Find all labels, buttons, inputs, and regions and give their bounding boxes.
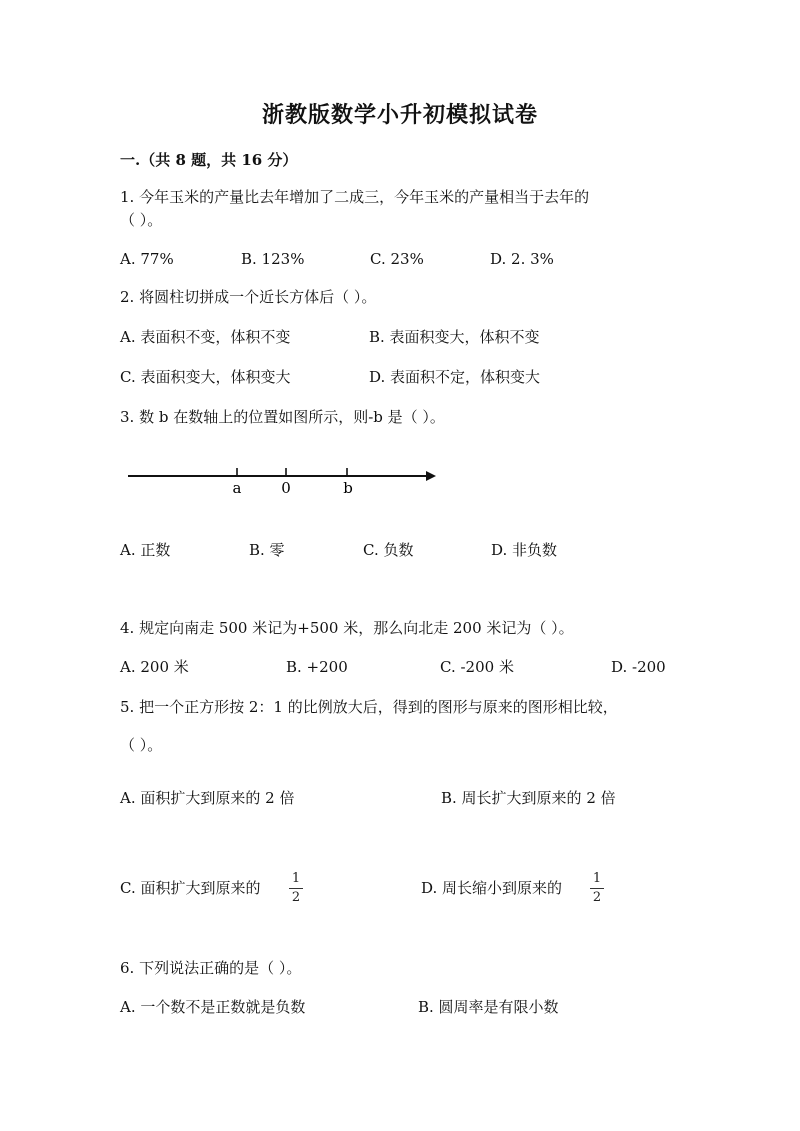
question-6-option-b[interactable]: B. 圆周率是有限小数 bbox=[418, 998, 559, 1016]
question-2-option-a[interactable]: A. 表面积不变，体积不变 bbox=[120, 328, 291, 346]
fraction-one-half-d bbox=[590, 872, 604, 905]
page-title: 浙教版数学小升初模拟试卷 bbox=[261, 102, 538, 128]
question-5-stem-cont: （ ）。 bbox=[120, 736, 163, 754]
question-1-option-a[interactable]: A. 77% bbox=[120, 250, 174, 268]
question-4-stem: 4. 规定向南走 500 米记为+500 米，那么向北走 200 米记为（ ）。 bbox=[120, 619, 574, 637]
label-zero: 0 bbox=[281, 479, 291, 497]
question-1-stem-cont: （ ）。 bbox=[120, 211, 163, 229]
fraction-denominator: 2 bbox=[291, 890, 301, 905]
number-line-arrow bbox=[426, 471, 436, 481]
question-1-option-c[interactable]: C. 23% bbox=[370, 250, 424, 268]
question-5-option-d[interactable]: D. 周长缩小到原来的 bbox=[421, 879, 563, 897]
question-6-option-a[interactable]: A. 一个数不是正数就是负数 bbox=[120, 998, 306, 1016]
question-1-stem: 1. 今年玉米的产量比去年增加了二成三，今年玉米的产量相当于去年的 bbox=[120, 188, 590, 206]
question-1-option-b[interactable]: B. 123% bbox=[241, 250, 305, 268]
question-2-option-d[interactable]: D. 表面积不定，体积变大 bbox=[369, 368, 541, 386]
fraction-one-half-c bbox=[289, 872, 303, 905]
fraction-bar bbox=[289, 888, 303, 889]
number-line bbox=[120, 462, 450, 502]
question-5-option-b[interactable]: B. 周长扩大到原来的 2 倍 bbox=[441, 789, 616, 807]
question-3-stem: 3. 数 b 在数轴上的位置如图所示，则-b 是（ ）。 bbox=[120, 408, 445, 426]
question-4-option-d[interactable]: D. -200 bbox=[611, 658, 666, 676]
label-a: a bbox=[232, 479, 242, 497]
fraction-numerator: 1 bbox=[592, 871, 602, 886]
question-5-option-c[interactable]: C. 面积扩大到原来的 bbox=[120, 879, 261, 897]
question-5-option-a[interactable]: A. 面积扩大到原来的 2 倍 bbox=[120, 789, 295, 807]
question-6-stem: 6. 下列说法正确的是（ ）。 bbox=[120, 959, 302, 977]
label-b: b bbox=[343, 479, 353, 497]
section-heading: 一.（共 8 题，共 16 分） bbox=[120, 151, 298, 169]
question-3-option-d[interactable]: D. 非负数 bbox=[491, 541, 558, 559]
fraction-bar bbox=[590, 888, 604, 889]
question-4-option-c[interactable]: C. -200 米 bbox=[440, 658, 514, 676]
fraction-numerator: 1 bbox=[291, 871, 301, 886]
question-1-option-d[interactable]: D. 2. 3% bbox=[490, 250, 554, 268]
question-4-option-b[interactable]: B. +200 bbox=[286, 658, 348, 676]
question-2-option-b[interactable]: B. 表面积变大，体积不变 bbox=[369, 328, 540, 346]
question-2-stem: 2. 将圆柱切拼成一个近长方体后（ ）。 bbox=[120, 288, 377, 306]
fraction-denominator: 2 bbox=[592, 890, 602, 905]
question-5-stem: 5. 把一个正方形按 2：1 的比例放大后，得到的图形与原来的图形相比较， bbox=[120, 698, 618, 716]
question-3-option-a[interactable]: A. 正数 bbox=[120, 541, 171, 559]
question-3-option-c[interactable]: C. 负数 bbox=[363, 541, 414, 559]
question-2-option-c[interactable]: C. 表面积变大，体积变大 bbox=[120, 368, 291, 386]
question-3-option-b[interactable]: B. 零 bbox=[249, 541, 285, 559]
question-4-option-a[interactable]: A. 200 米 bbox=[120, 658, 189, 676]
